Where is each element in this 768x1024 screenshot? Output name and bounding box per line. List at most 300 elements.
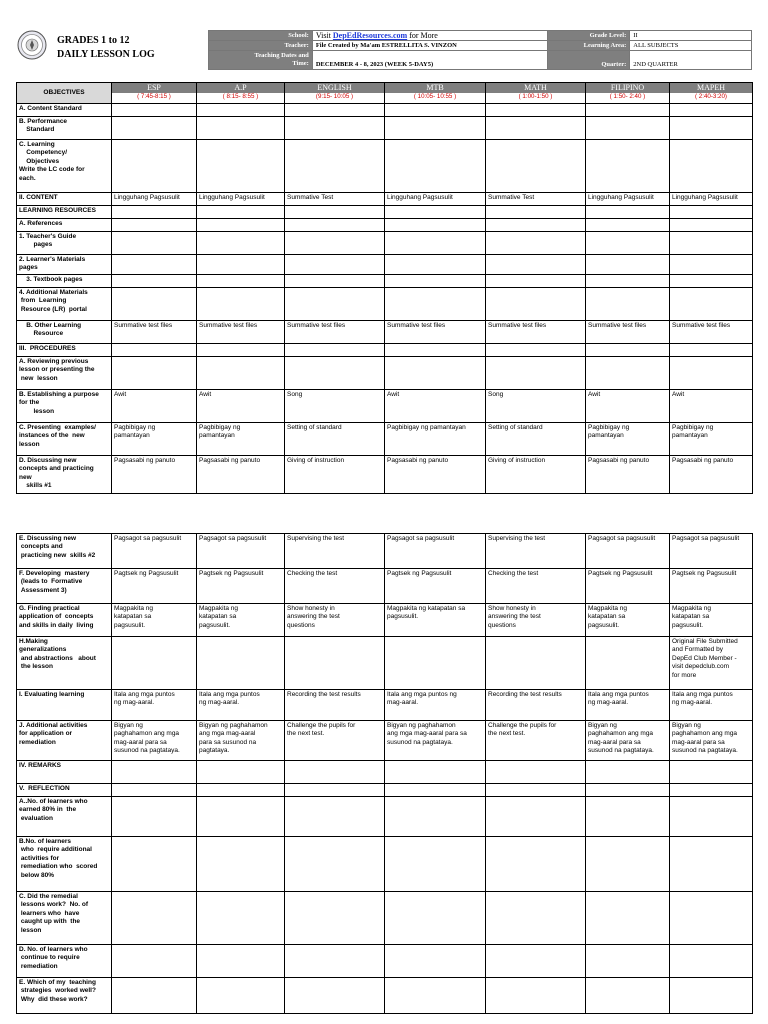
table-cell[interactable]	[285, 945, 385, 978]
table-cell[interactable]	[197, 117, 285, 140]
table-cell[interactable]: Lingguhang Pagsusulit	[112, 193, 197, 206]
table-cell[interactable]: Magpakita ng katapatan sa pagsusulit.	[670, 604, 753, 637]
learning-area-value: ALL SUBJECTS	[630, 41, 752, 51]
table-cell[interactable]	[586, 945, 670, 978]
table-cell[interactable]: Lingguhang Pagsusulit	[385, 193, 486, 206]
table-cell[interactable]	[285, 637, 385, 690]
table-cell[interactable]	[586, 761, 670, 784]
table-cell[interactable]	[112, 206, 197, 219]
table-cell[interactable]: Pagsagot sa pagsusulit	[670, 534, 753, 569]
table-cell[interactable]: Pagbibigay ng pamantayan	[197, 422, 285, 455]
table-cell[interactable]	[385, 637, 486, 690]
table-cell[interactable]: Summative test files	[385, 320, 486, 343]
subject-name: MTB	[385, 83, 485, 93]
row-label: E. Which of my teaching strategies worked well? Why did these work?	[17, 978, 112, 1014]
row-label: J. Additional activities for application or remediation	[17, 721, 112, 761]
table-cell[interactable]	[586, 637, 670, 690]
table-cell[interactable]	[486, 945, 586, 978]
table-cell[interactable]	[670, 206, 753, 219]
table-cell[interactable]	[197, 287, 285, 320]
table-cell[interactable]	[670, 945, 753, 978]
table-cell[interactable]	[486, 140, 586, 193]
lesson-log-table-page-2	[16, 533, 753, 1014]
row-label: D. Discussing new concepts and practicing new skills #1	[17, 455, 112, 493]
row-label: A. Content Standard	[17, 104, 112, 117]
row-label: 2. Learner's Materials pages	[17, 255, 112, 275]
table-cell[interactable]	[112, 104, 197, 117]
subject-time: ( 7:45-8:15 )	[137, 93, 171, 100]
table-row	[17, 784, 753, 797]
row-label: C. Learning Competency/ Objectives Write the LC code for each.	[17, 140, 112, 193]
table-cell[interactable]	[285, 356, 385, 389]
subject-time: ( 2:40-3:20)	[695, 93, 727, 100]
subject-header-filipino	[586, 83, 670, 104]
table-cell[interactable]	[486, 232, 586, 255]
table-row	[17, 837, 753, 892]
table-cell[interactable]	[285, 784, 385, 797]
table-cell[interactable]	[285, 140, 385, 193]
table-cell[interactable]	[385, 978, 486, 1014]
table-cell[interactable]	[486, 343, 586, 356]
table-cell[interactable]: Pagsagot sa pagsusulit	[586, 534, 670, 569]
table-cell[interactable]: Supervising the test	[285, 534, 385, 569]
table-cell[interactable]: Song	[285, 389, 385, 422]
table-cell[interactable]	[285, 206, 385, 219]
table-row	[17, 422, 753, 455]
table-cell[interactable]: Summative Test	[486, 193, 586, 206]
table-cell[interactable]	[112, 356, 197, 389]
table-row	[17, 320, 753, 343]
row-label: B. Performance Standard	[17, 117, 112, 140]
table-cell[interactable]	[112, 945, 197, 978]
table-cell[interactable]	[586, 287, 670, 320]
table-cell[interactable]	[486, 287, 586, 320]
table-cell[interactable]	[486, 274, 586, 287]
table-cell[interactable]	[486, 837, 586, 892]
table-cell[interactable]: Summative Test	[285, 193, 385, 206]
table-cell[interactable]	[197, 945, 285, 978]
school-value	[312, 31, 548, 41]
table-cell[interactable]	[197, 140, 285, 193]
subject-time: ( 10:05- 10:55 )	[413, 93, 457, 100]
subject-time: (9:15- 10:05 )	[315, 93, 354, 100]
table-cell[interactable]	[486, 637, 586, 690]
table-cell[interactable]: Recording the test results	[285, 690, 385, 721]
table-cell[interactable]	[670, 343, 753, 356]
row-label: A. References	[17, 219, 112, 232]
table-cell[interactable]	[586, 343, 670, 356]
table-cell[interactable]: Bigyan ng paghahamon ang mga mag-aaral para sa susunod na pagtataya.	[670, 721, 753, 761]
table-cell[interactable]	[285, 978, 385, 1014]
table-cell[interactable]	[112, 637, 197, 690]
table-cell[interactable]: Lingguhang Pagsusulit	[586, 193, 670, 206]
table-cell[interactable]	[670, 837, 753, 892]
table-cell[interactable]	[385, 232, 486, 255]
table-cell[interactable]	[385, 837, 486, 892]
table-cell[interactable]: Pagtsek ng Pagsusulit	[112, 569, 197, 604]
lesson-log-table-page-1	[16, 82, 753, 494]
table-cell[interactable]	[586, 117, 670, 140]
table-cell[interactable]: Summative test files	[486, 320, 586, 343]
learning-area-label: Learning Area:	[548, 41, 630, 51]
table-row	[17, 604, 753, 637]
title-line-1: GRADES 1 to 12	[57, 35, 130, 46]
row-label: F. Developing mastery (leads to Formative Assessment 3)	[17, 569, 112, 604]
subject-time: ( 1:50- 2:40 )	[609, 93, 646, 100]
subject-time: ( 8:15- 8:55 )	[222, 93, 259, 100]
table-cell[interactable]: Song	[486, 389, 586, 422]
table-cell[interactable]	[586, 104, 670, 117]
table-cell[interactable]	[197, 356, 285, 389]
table-cell[interactable]	[486, 117, 586, 140]
table-cell[interactable]	[197, 343, 285, 356]
table-cell[interactable]	[197, 761, 285, 784]
subject-name: ENGLISH	[285, 83, 384, 93]
table-cell[interactable]	[385, 784, 486, 797]
table-cell[interactable]: Pagbibigay ng pamantayan	[385, 422, 486, 455]
dates-label-line-1: Teaching Dates and	[254, 52, 309, 59]
table-cell[interactable]	[385, 255, 486, 275]
table-cell[interactable]: Itala ang mga puntos ng mag-aaral.	[197, 690, 285, 721]
table-cell[interactable]	[385, 797, 486, 837]
school-link[interactable]: DepEdResources.com	[332, 30, 408, 40]
table-cell[interactable]: Checking the test	[285, 569, 385, 604]
table-cell[interactable]	[670, 761, 753, 784]
table-cell[interactable]	[197, 784, 285, 797]
table-row	[17, 356, 753, 389]
table-row	[17, 219, 753, 232]
table-row	[17, 232, 753, 255]
table-cell[interactable]	[285, 104, 385, 117]
table-cell[interactable]: Bigyan ng paghahamon ang mga mag-aaral para sa susunod na pagtataya.	[112, 721, 197, 761]
table-cell[interactable]: Pagtsek ng Pagsusulit	[385, 569, 486, 604]
row-label: E. Discussing new concepts and practicing new skills #2	[17, 534, 112, 569]
table-cell[interactable]	[586, 274, 670, 287]
table-cell[interactable]	[112, 287, 197, 320]
subject-header-english	[285, 83, 385, 104]
table-cell[interactable]	[385, 892, 486, 945]
table-cell[interactable]: Giving of instruction	[486, 455, 586, 493]
subject-header-row	[17, 83, 753, 104]
table-cell[interactable]	[486, 356, 586, 389]
table-cell[interactable]: Pagsasabi ng panuto	[197, 455, 285, 493]
row-label: III. PROCEDURES	[17, 343, 112, 356]
table-row	[17, 343, 753, 356]
row-label: 3. Textbook pages	[17, 274, 112, 287]
table-cell[interactable]: Lingguhang Pagsusulit	[670, 193, 753, 206]
table-cell[interactable]	[670, 255, 753, 275]
subject-name: ESP	[112, 83, 196, 93]
table-cell[interactable]: Summative test files	[285, 320, 385, 343]
table-cell[interactable]	[670, 784, 753, 797]
table-cell[interactable]: Pagsasabi ng panuto	[112, 455, 197, 493]
table-cell[interactable]: Setting of standard	[285, 422, 385, 455]
table-cell[interactable]: Show honesty in answering the test questions	[486, 604, 586, 637]
objectives-label: OBJECTIVES	[43, 88, 85, 96]
subject-header-ap	[197, 83, 285, 104]
table-cell[interactable]: Pagtsek ng Pagsusulit	[586, 569, 670, 604]
table-cell[interactable]	[586, 232, 670, 255]
table-cell[interactable]	[385, 104, 486, 117]
table-cell[interactable]	[486, 892, 586, 945]
table-row	[17, 255, 753, 275]
table-cell[interactable]	[670, 797, 753, 837]
row-label: LEARNING RESOURCES	[17, 206, 112, 219]
table-cell[interactable]: Show honesty in answering the test questions	[285, 604, 385, 637]
table-cell[interactable]: Summative test files	[670, 320, 753, 343]
table-cell[interactable]: Challenge the pupils for the next test.	[285, 721, 385, 761]
table-cell[interactable]: Pagbibigay ng pamantayan	[586, 422, 670, 455]
table-cell[interactable]: Pagsasabi ng panuto	[670, 455, 753, 493]
table-cell[interactable]: Giving of instruction	[285, 455, 385, 493]
table-row	[17, 104, 753, 117]
table-cell[interactable]	[670, 356, 753, 389]
table-cell[interactable]	[285, 837, 385, 892]
row-label: G. Finding practical application of concepts and skills in daily living	[17, 604, 112, 637]
table-cell[interactable]	[586, 219, 670, 232]
table-row	[17, 274, 753, 287]
table-cell[interactable]: Summative test files	[112, 320, 197, 343]
table-cell[interactable]	[112, 219, 197, 232]
table-cell[interactable]	[385, 206, 486, 219]
row-label: H.Making generalizations and abstractions about the lesson	[17, 637, 112, 690]
table-cell[interactable]	[285, 219, 385, 232]
table-row	[17, 690, 753, 721]
table-cell[interactable]	[486, 206, 586, 219]
table-cell[interactable]	[586, 978, 670, 1014]
table-cell[interactable]: Pagbibigay ng pamantayan	[670, 422, 753, 455]
table-cell[interactable]	[385, 761, 486, 784]
table-cell[interactable]: Itala ang mga puntos ng mag-aaral.	[112, 690, 197, 721]
table-cell[interactable]	[486, 104, 586, 117]
teacher-value: File Created by Ma'am ESTRELLITA S. VINZON	[312, 41, 548, 51]
table-cell[interactable]: Summative test files	[586, 320, 670, 343]
table-cell[interactable]	[670, 892, 753, 945]
table-cell[interactable]	[586, 784, 670, 797]
table-cell[interactable]	[112, 978, 197, 1014]
table-cell[interactable]: Pagtsek ng Pagsusulit	[670, 569, 753, 604]
row-label: II. CONTENT	[17, 193, 112, 206]
table-cell[interactable]	[670, 287, 753, 320]
table-cell[interactable]	[586, 356, 670, 389]
table-cell[interactable]	[285, 232, 385, 255]
subject-header-mapeh	[670, 83, 753, 104]
table-cell[interactable]	[197, 255, 285, 275]
row-label: B. Establishing a purpose for the lesson	[17, 389, 112, 422]
table-row	[17, 140, 753, 193]
table-cell[interactable]	[112, 837, 197, 892]
table-cell[interactable]: Lingguhang Pagsusulit	[197, 193, 285, 206]
table-cell[interactable]	[385, 117, 486, 140]
table-cell[interactable]	[112, 117, 197, 140]
table-cell[interactable]: Pagsagot sa pagsusulit	[112, 534, 197, 569]
table-cell[interactable]	[197, 797, 285, 837]
table-row	[17, 978, 753, 1014]
document-title	[57, 34, 155, 62]
table-cell[interactable]	[586, 837, 670, 892]
row-label: C. Did the remedial lessons work? No. of learners who have caught up with the lesson	[17, 892, 112, 945]
subject-header-mtb	[385, 83, 486, 104]
school-prefix: Visit	[315, 30, 331, 40]
table-cell[interactable]: Awit	[112, 389, 197, 422]
row-label: A. Reviewing previous lesson or presenting the new lesson	[17, 356, 112, 389]
table-cell[interactable]	[586, 206, 670, 219]
table-cell[interactable]	[486, 784, 586, 797]
table-cell[interactable]	[670, 978, 753, 1014]
row-label: IV. REMARKS	[17, 761, 112, 784]
table-cell[interactable]	[112, 892, 197, 945]
table-cell[interactable]: Awit	[670, 389, 753, 422]
dates-label-line-2: Time:	[292, 60, 309, 67]
table-cell[interactable]	[670, 232, 753, 255]
table-cell[interactable]	[586, 255, 670, 275]
table-cell[interactable]	[112, 232, 197, 255]
subject-name: A.P	[197, 83, 284, 93]
table-cell[interactable]	[112, 343, 197, 356]
table-cell[interactable]: Bigyan ng paghahamon ang mga mag-aaral para sa susunod na pagtataya.	[197, 721, 285, 761]
table-cell[interactable]: Awit	[385, 389, 486, 422]
table-cell[interactable]: Supervising the test	[486, 534, 586, 569]
subject-name: MAPEH	[670, 83, 752, 93]
table-cell[interactable]	[197, 274, 285, 287]
table-cell[interactable]	[486, 978, 586, 1014]
subject-header-esp	[112, 83, 197, 104]
row-label: A..No. of learners who earned 80% in the evaluation	[17, 797, 112, 837]
table-row	[17, 287, 753, 320]
table-cell[interactable]	[586, 797, 670, 837]
school-suffix: for More	[409, 30, 438, 40]
table-cell[interactable]	[197, 837, 285, 892]
table-row	[17, 945, 753, 978]
table-cell[interactable]	[197, 978, 285, 1014]
row-label: I. Evaluating learning	[17, 690, 112, 721]
table-row	[17, 637, 753, 690]
subject-header-math	[486, 83, 586, 104]
table-cell[interactable]: Summative test files	[197, 320, 285, 343]
row-label: B.No. of learners who require additional activities for remediation who scored below 80%	[17, 837, 112, 892]
table-cell[interactable]	[112, 761, 197, 784]
table-cell[interactable]: Magpakita ng katapatan sa pagsusulit.	[197, 604, 285, 637]
table-cell[interactable]	[486, 797, 586, 837]
table-cell[interactable]: Pagsasabi ng panuto	[385, 455, 486, 493]
header-info-table	[208, 30, 752, 70]
table-cell[interactable]: Itala ang mga puntos ng mag-aaral.	[385, 690, 486, 721]
table-cell[interactable]: Itala ang mga puntos ng mag-aaral.	[586, 690, 670, 721]
table-cell[interactable]: Pagsagot sa pagsusulit	[385, 534, 486, 569]
subject-name: FILIPINO	[586, 83, 669, 93]
objectives-header	[17, 83, 112, 104]
table-cell[interactable]	[197, 206, 285, 219]
table-cell[interactable]	[112, 797, 197, 837]
table-cell[interactable]	[385, 219, 486, 232]
table-cell[interactable]	[670, 140, 753, 193]
table-row	[17, 761, 753, 784]
quarter-label: Quarter:	[548, 51, 630, 70]
table-row	[17, 389, 753, 422]
row-label: D. No. of learners who continue to require remediation	[17, 945, 112, 978]
teaching-dates-label	[209, 51, 313, 70]
table-cell[interactable]: Bigyan ng paghahamon ang mga mag-aaral para sa susunod na pagtataya.	[586, 721, 670, 761]
table-cell[interactable]: Pagsasabi ng panuto	[586, 455, 670, 493]
table-row	[17, 534, 753, 569]
table-cell[interactable]	[197, 104, 285, 117]
table-cell[interactable]: Checking the test	[486, 569, 586, 604]
table-cell[interactable]: Awit	[586, 389, 670, 422]
table-cell[interactable]	[197, 637, 285, 690]
table-cell[interactable]	[285, 255, 385, 275]
table-cell[interactable]: Original File Submitted and Formatted by DepEd Club Member - visit depedclub.com for more	[670, 637, 753, 690]
deped-seal-logo	[17, 30, 47, 60]
table-cell[interactable]: Awit	[197, 389, 285, 422]
table-cell[interactable]	[285, 797, 385, 837]
table-cell[interactable]	[197, 219, 285, 232]
table-cell[interactable]	[385, 945, 486, 978]
table-cell[interactable]	[285, 117, 385, 140]
table-cell[interactable]	[112, 140, 197, 193]
table-cell[interactable]: Magpakita ng katapatan sa pagsusulit.	[112, 604, 197, 637]
table-cell[interactable]	[285, 274, 385, 287]
table-cell[interactable]: Pagtsek ng Pagsusulit	[197, 569, 285, 604]
table-cell[interactable]	[112, 784, 197, 797]
table-cell[interactable]	[112, 255, 197, 275]
table-cell[interactable]	[285, 287, 385, 320]
subject-name: MATH	[486, 83, 585, 93]
table-cell[interactable]	[670, 274, 753, 287]
table-cell[interactable]	[586, 140, 670, 193]
table-cell[interactable]	[586, 892, 670, 945]
subject-time: ( 1:00-1:50 )	[518, 93, 553, 100]
table-cell[interactable]	[486, 761, 586, 784]
table-cell[interactable]	[112, 274, 197, 287]
table-cell[interactable]	[285, 343, 385, 356]
school-label: School:	[209, 31, 313, 41]
table-row	[17, 206, 753, 219]
table-cell[interactable]	[385, 343, 486, 356]
table-cell[interactable]	[197, 892, 285, 945]
table-row	[17, 455, 753, 493]
table-cell[interactable]: Pagbibigay ng pamantayan	[112, 422, 197, 455]
table-cell[interactable]: Setting of standard	[486, 422, 586, 455]
table-cell[interactable]: Challenge the pupils for the next test.	[486, 721, 586, 761]
table-cell[interactable]	[197, 232, 285, 255]
table-cell[interactable]: Magpakita ng katapatan sa pagsusulit.	[385, 604, 486, 637]
teaching-dates-value: DECEMBER 4 - 8, 2023 (WEEK 5-DAY5)	[312, 51, 548, 70]
row-label: B. Other Learning Resource	[17, 320, 112, 343]
quarter-value: 2ND QUARTER	[630, 51, 752, 70]
table-cell[interactable]: Itala ang mga puntos ng mag-aaral.	[670, 690, 753, 721]
table-cell[interactable]	[486, 255, 586, 275]
table-cell[interactable]	[285, 892, 385, 945]
table-cell[interactable]: Magpakita ng katapatan sa pagsusulit.	[586, 604, 670, 637]
table-cell[interactable]	[385, 140, 486, 193]
table-cell[interactable]: Recording the test results	[486, 690, 586, 721]
table-cell[interactable]	[670, 104, 753, 117]
table-cell[interactable]	[486, 219, 586, 232]
table-row	[17, 569, 753, 604]
row-label: 1. Teacher's Guide pages	[17, 232, 112, 255]
table-cell[interactable]	[670, 117, 753, 140]
row-label: 4. Additional Materials from Learning Resource (LR) portal	[17, 287, 112, 320]
table-cell[interactable]	[385, 287, 486, 320]
table-cell[interactable]	[385, 274, 486, 287]
table-cell[interactable]	[670, 219, 753, 232]
teacher-label: Teacher:	[209, 41, 313, 51]
table-cell[interactable]: Bigyan ng paghahamon ang mga mag-aaral para sa susunod na pagtataya.	[385, 721, 486, 761]
table-row	[17, 193, 753, 206]
table-cell[interactable]: Pagsagot sa pagsusulit	[197, 534, 285, 569]
table-cell[interactable]	[385, 356, 486, 389]
table-cell[interactable]	[285, 761, 385, 784]
